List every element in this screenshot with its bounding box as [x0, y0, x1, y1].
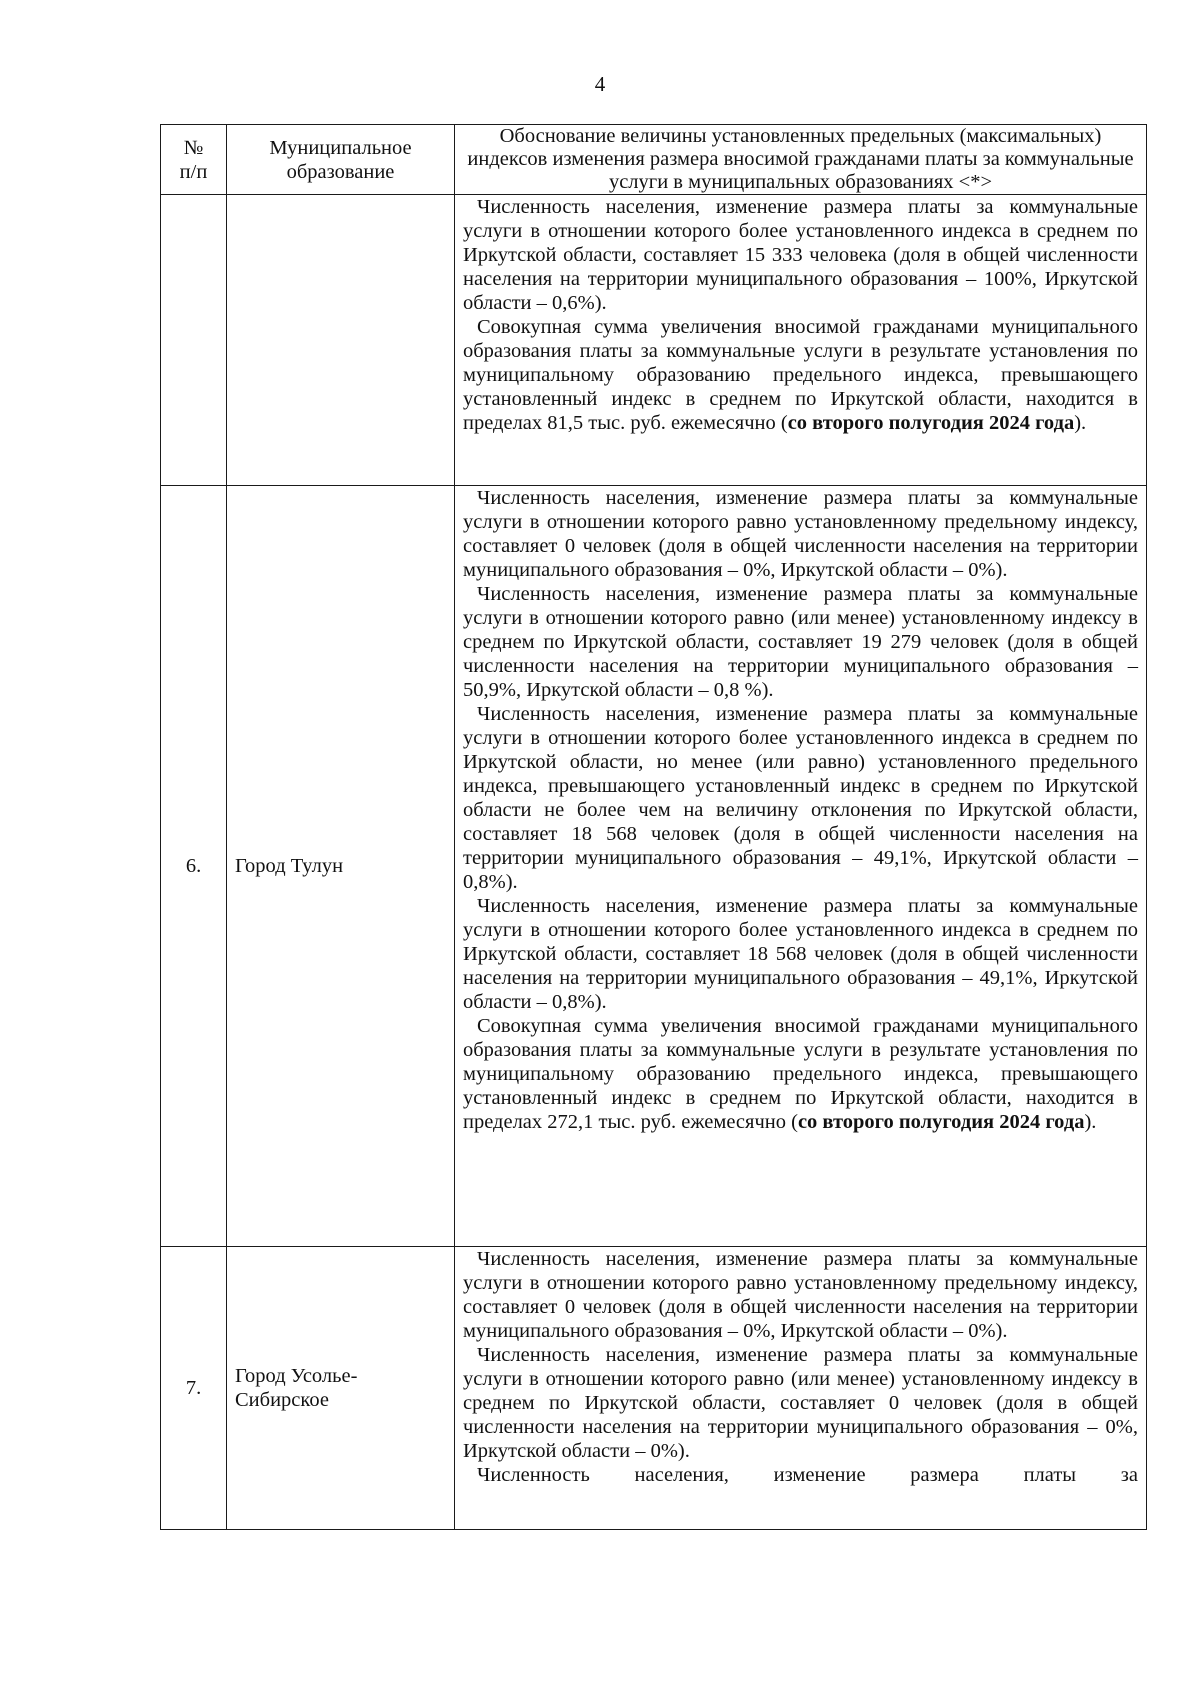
row-justification	[455, 195, 1147, 486]
table-row	[161, 486, 1147, 1247]
header-municipality: Муниципальное образование	[227, 125, 455, 195]
row-municipality: Город Усолье-Сибирское	[227, 1247, 455, 1530]
paragraph: Численность населения, изменение размера платы за	[477, 1464, 1138, 1486]
paragraph: Численность населения, изменение размера платы за коммунальные услуги в отношении которого равно (или менее) установленному индексу в среднем по Иркутской области, составляет 0 человек (доля в общей численности населения на территории муниципального образования – 0%, Иркутской области – 0%).	[463, 1344, 1138, 1462]
header-justification: Обоснование величины установленных предельных (максимальных) индексов изменения размера вносимой гражданами платы за коммунальные услуги в муниципальных образованиях <*>	[455, 125, 1147, 195]
period-bold: со второго полугодия 2024 года	[797, 1111, 1085, 1133]
row-justification	[455, 1247, 1147, 1530]
justification-table	[160, 124, 1147, 1530]
row-number	[161, 195, 227, 486]
paragraph: Численность населения, изменение размера платы за коммунальные услуги в отношении которого равно (или менее) установленному индексу в среднем по Иркутской области, составляет 19 279 человек (доля в общей численности населения на территории муниципального образования – 50,9%, Иркутской области – 0,8 %).	[463, 583, 1138, 701]
row-number: 6.	[161, 486, 227, 1247]
table-row	[161, 1247, 1147, 1530]
paragraph: Численность населения, изменение размера платы за коммунальные услуги в отношении которого более установленного индекса в среднем по Иркутской области, но менее (или равно) установленного предельного индекса, превышающего установленный индекс в среднем по Иркутской области не более чем на величину отклонения по Иркутской области, составляет 18 568 человек (доля в общей численности населения на территории муниципального образования – 49,1%, Иркутской области – 0,8%).	[463, 703, 1138, 893]
paragraph: Совокупная сумма увеличения вносимой гражданами муниципального образования платы за коммунальные услуги в результате установления по муниципальному образованию предельного индекса, превышающего установленный индекс в среднем по Иркутской области, находится в пределах 272,1 тыс. руб. ежемесячно (со второго полугодия 2024 года).	[463, 1015, 1138, 1133]
header-num: № п/п	[161, 125, 227, 195]
paragraph: Численность населения, изменение размера платы за коммунальные услуги в отношении которого равно установленному предельному индексу, составляет 0 человек (доля в общей численности населения на территории муниципального образования – 0%, Иркутской области – 0%).	[463, 487, 1138, 581]
row-justification	[455, 486, 1147, 1247]
paragraph: Численность населения, изменение размера платы за коммунальные услуги в отношении которого более установленного индекса в среднем по Иркутской области, составляет 18 568 человек (доля в общей численности населения на территории муниципального образования – 49,1%, Иркутской области – 0,8%).	[463, 895, 1138, 1013]
paragraph: Численность населения, изменение размера платы за коммунальные услуги в отношении которого более установленного индекса в среднем по Иркутской области, составляет 15 333 человека (доля в общей численности населения на территории муниципального образования – 100%, Иркутской области – 0,6%).	[463, 196, 1138, 314]
paragraph: Численность населения, изменение размера платы за коммунальные услуги в отношении которого равно установленному предельному индексу, составляет 0 человек (доля в общей численности населения на территории муниципального образования – 0%, Иркутской области – 0%).	[463, 1248, 1138, 1342]
table-header-row	[161, 125, 1147, 195]
row-municipality: Город Тулун	[227, 486, 455, 1247]
paragraph: Совокупная сумма увеличения вносимой гражданами муниципального образования платы за коммунальные услуги в результате установления по муниципальному образованию предельного индекса, превышающего установленный индекс в среднем по Иркутской области, находится в пределах 81,5 тыс. руб. ежемесячно (со второго полугодия 2024 года).	[463, 316, 1138, 434]
page-number: 4	[594, 72, 606, 96]
table-row	[161, 195, 1147, 486]
row-municipality	[227, 195, 455, 486]
period-bold: со второго полугодия 2024 года	[787, 412, 1075, 434]
row-number: 7.	[161, 1247, 227, 1530]
